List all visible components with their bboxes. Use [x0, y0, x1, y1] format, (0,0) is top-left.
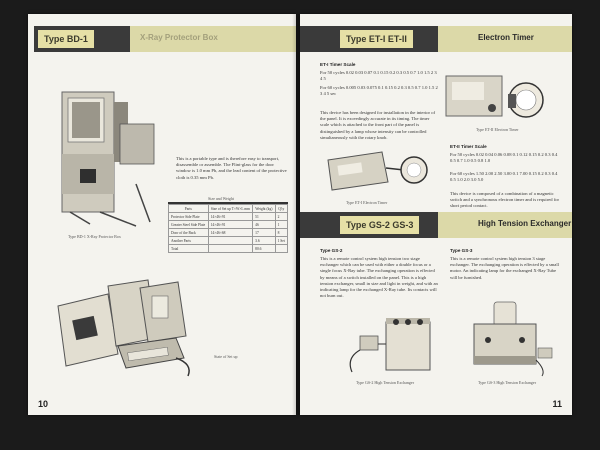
gs2-photo-caption: Type GS-2 High Tension Exchanger [356, 380, 415, 385]
size-weight-title: Size and Weight [208, 196, 235, 201]
table-cell [208, 245, 253, 253]
gs3-description: This is a remote control system high tension 3 stage exchanger. The exchanging operation is effected by a small motor. An indicating lamp for the exchanged X-Ray Tube will be furnished. [450, 256, 559, 280]
table-row [169, 245, 288, 253]
left-header-dark [34, 26, 130, 52]
et1-description: This device has been designed for installation in the interior of the panel. It is exceedingly accurate in its timing. The timer scale which is attached to the front part of the panel is distinguished by a lamp whose intensity can be controlled simultaneously with the rotary knob. [320, 110, 436, 140]
protector-box-photo [50, 84, 160, 229]
table-row [169, 229, 288, 237]
et2-description: This device is composed of a combination of a magnetic switch and a synchronous electron timer and is required for short period contact. [450, 191, 560, 209]
gs3-photo-caption: Type GS-3 High Tension Exchanger [478, 380, 537, 385]
photo2-caption: State of Set up [214, 354, 238, 359]
left-header-title-box [130, 26, 296, 52]
table-cell: Door of the Back [169, 229, 209, 237]
table-cell: 14×46×68 [208, 229, 253, 237]
gs-type-label: Type GS-2 GS-3 [340, 216, 419, 234]
table-cell: 14×46×91 [208, 221, 253, 229]
right-page [300, 14, 572, 415]
set-up-photo [48, 266, 198, 381]
table-cell: 17 [253, 229, 275, 237]
gs-section-title: High Tension Exchanger [478, 219, 572, 228]
gs2-head: Type GS-2 [320, 248, 343, 253]
et2-timer-photo [442, 70, 552, 125]
table-cell: 1 Set [275, 237, 287, 245]
table-cell [275, 245, 287, 253]
table-cell: 2 [275, 213, 287, 221]
table-row [169, 237, 288, 245]
table-cell: 51 [253, 213, 275, 221]
table-row [169, 213, 288, 221]
gs2-exchanger-photo [346, 314, 436, 376]
et-type-label: Type ET-I ET-II [340, 30, 413, 48]
table-cell: Total [169, 245, 209, 253]
table-cell: Protector Side Plate [169, 213, 209, 221]
table-header: Weight (kg) [253, 205, 275, 213]
table-cell: Another Parts [169, 237, 209, 245]
et1-timer-photo [322, 146, 434, 196]
table-cell: Greater Steel Side Plate [169, 221, 209, 229]
et1-photo-caption: Type ET-I Electron Timer [346, 200, 388, 205]
table-header: Q'ty [275, 205, 287, 213]
gs-header-title-box [438, 212, 572, 238]
gs3-head: Type GS-3 [450, 248, 473, 253]
table-cell: 8 [275, 229, 287, 237]
left-page [28, 14, 296, 415]
et2-scale-50: For 50 cycles 0.02 0.04 0.06 0.08 0.1 0.12 0.15 0.2 0.3 0.4 0.5 0.7 1.0 0.5 0.8 1.0 [450, 152, 558, 164]
et1-scale-60: For 60 cycles 0.005 0.03 0.075 0.1 0.15 0.2 0.3 0.5 0.7 1.0 1.5 2 3 4 5 sec [320, 85, 438, 97]
et1-scale-50: For 50 cycles 0.02 0.03 0.07 0.1 0.15 0.2 0.3 0.5 0.7 1.0 1.5 2 3 4 5 [320, 70, 437, 82]
table-cell [208, 237, 253, 245]
table-cell: 1 [275, 221, 287, 229]
page-number-right: 11 [552, 399, 562, 409]
gs-header-dark [300, 212, 438, 238]
size-weight-table [168, 204, 288, 253]
table-row [169, 221, 288, 229]
et-header-title-box [438, 26, 572, 52]
et2-photo-caption: Type ET-II Electron Timer [476, 127, 519, 132]
table-cell: 3.6 [253, 237, 275, 245]
gs2-description: This is a remote control system high tension two stage exchanger which can be used with either a double focus or a single focus X-Ray tube. The exchanging operation is effected by means of a switch installed on the panel. This is a high tension exchanger, small in size and light in weight, and with an indicating lamp for the exchanged X-Ray tube. Its contacts will not burn out. [320, 256, 438, 299]
et2-scale-60: For 60 cycles 1.50 2.00 2.50 3.00 0.1 7.00 0.15 0.2 0.3 0.4 0.5 1.0 2.0 3.0 5.0 [450, 171, 558, 183]
bd1-description: This is a portable type and is therefore easy to transport, disassemble or assemble. The Flint-glass for the door window is 1.0 mm Pb, and the lead content of the protective cloth is 0.35 mm Pb. [176, 156, 287, 180]
table-header: Parts [169, 205, 209, 213]
table-header: Size of Set up T×W×L mm [208, 205, 253, 213]
et2-scale-head: ET-II Timer Scale [450, 144, 487, 149]
left-type-label: Type BD-1 [38, 30, 94, 48]
et-section-title: Electron Timer [478, 33, 534, 42]
table-cell: 80.6 [253, 245, 275, 253]
table-cell: 14×46×91 [208, 213, 253, 221]
left-page-title: X-Ray Protector Box [140, 33, 218, 42]
page-number-left: 10 [38, 399, 49, 409]
et-header-dark [300, 26, 438, 52]
et1-scale-head: ET-I Timer Scale [320, 62, 356, 67]
table-cell: 46 [253, 221, 275, 229]
photo1-caption: Type BD-1 X-Ray Protector Box [68, 234, 121, 239]
gs3-exchanger-photo [466, 294, 556, 378]
